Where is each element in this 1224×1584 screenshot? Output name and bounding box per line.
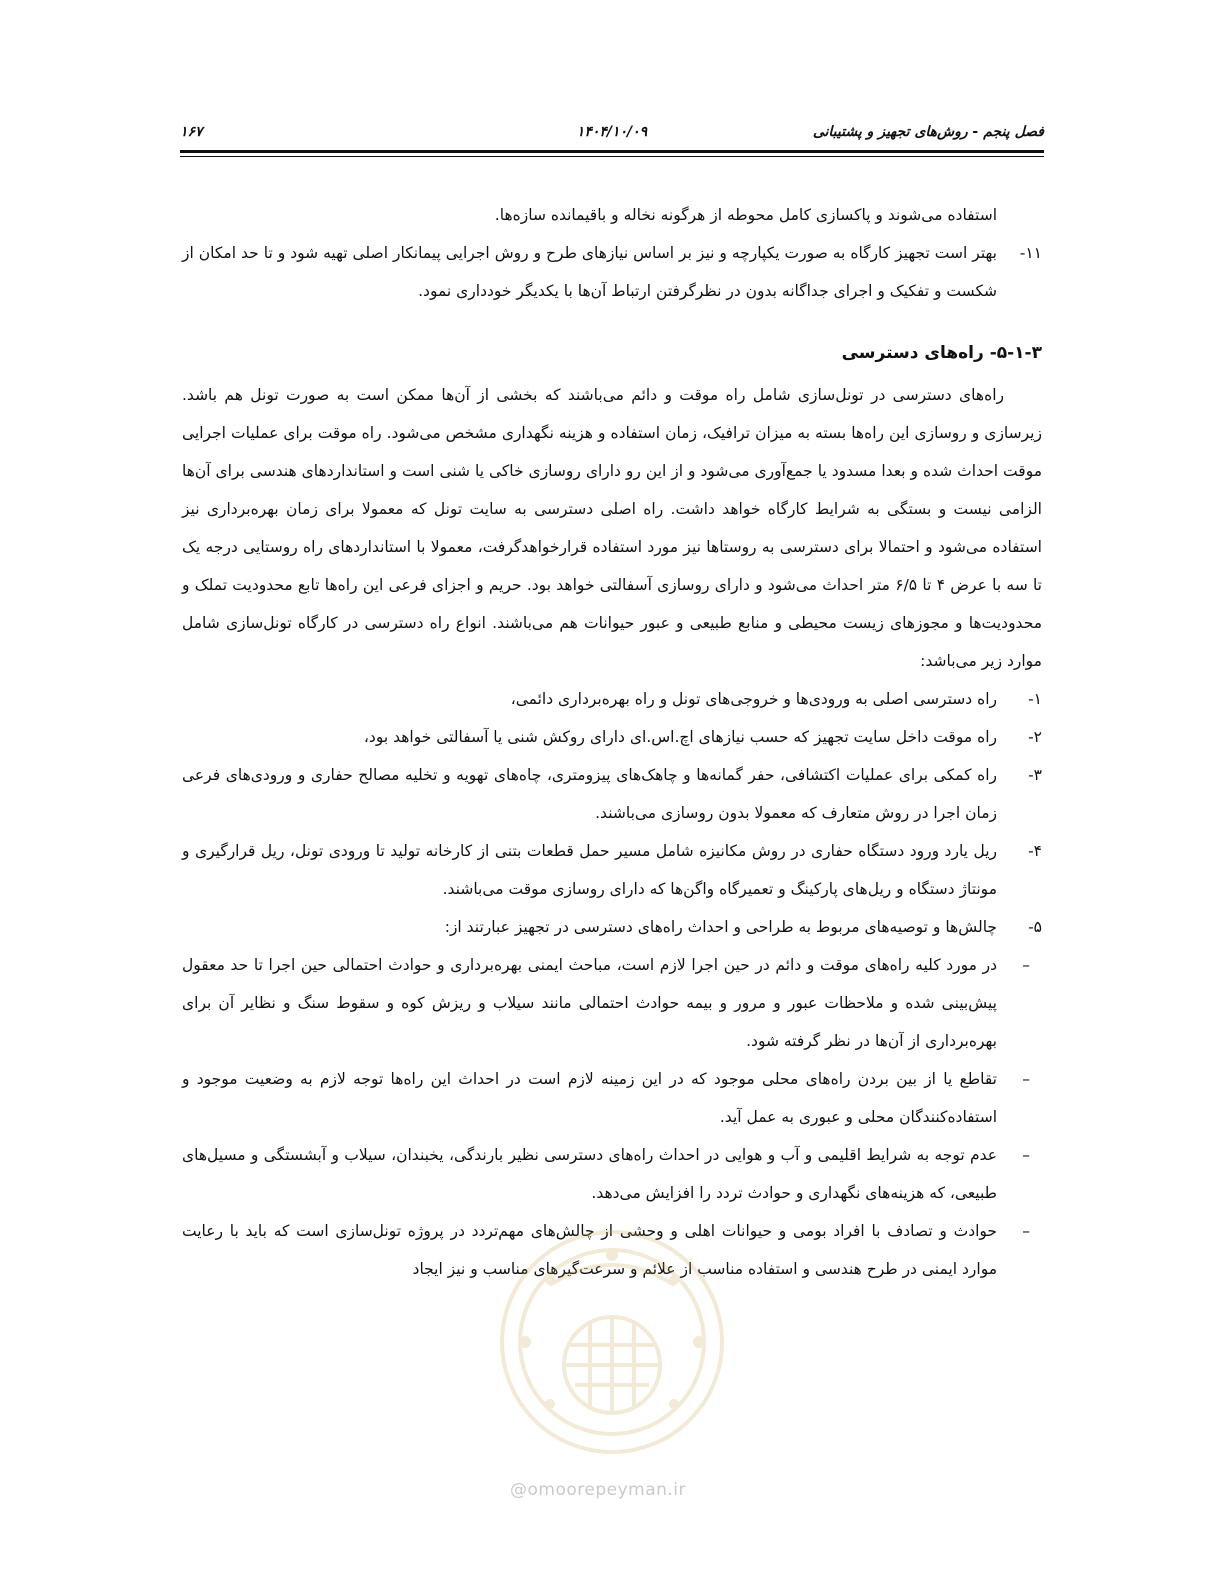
page-number: ۱۶۷ <box>180 124 203 140</box>
watermark-logo <box>495 1225 730 1460</box>
item-text: بهتر است تجهیز کارگاه به صورت یکپارچه و نیز بر اساس نیازهای طرح و روش اجرایی پیمانکار اصلی تهیه شود و تا حد امکان از شکست و تفکیک و اجرای جداگانه بدون در نظرگرفتن ارتباط آن‌ها با یکدیگر خودداری نمود. <box>182 244 997 300</box>
dash-item-text: در مورد کلیه راه‌های موقت و دائم در حین اجرا لازم است، مباحث ایمنی بهره‌برداری و حوادث احتمالی حین اجرا تا حد معقول پیش‌بینی شده و ملاحظات عبور و مرور و بیمه حوادث احتمالی مانند سیلاب و ریزش کوه و سقوط سنگ و نظایر آن برای بهره‌برداری از آن‌ها در نظر گرفته شود. <box>182 956 997 1050</box>
item-number: ۴- <box>1028 842 1042 860</box>
dash-list-item <box>182 1136 1042 1212</box>
page-header <box>180 118 1044 148</box>
dash-list-item <box>182 946 1042 1060</box>
dash-bullet: – <box>1022 1070 1030 1088</box>
list-item <box>182 756 1042 832</box>
header-rule-thick <box>180 150 1044 153</box>
header-rule-thin <box>180 156 1044 157</box>
list-item <box>182 832 1042 908</box>
list-item <box>182 718 1042 756</box>
list-item-11 <box>182 234 1042 310</box>
item-text: راه کمکی برای عملیات اکتشافی، حفر گمانه‌ها و چاهک‌های پیزومتری، چاه‌های تهویه و تخلیه مصالح حفاری و ورودی‌های فرعی زمان اجرا در روش متعارف که معمولا بدون روسازی می‌باشند. <box>182 766 997 822</box>
continued-line: استفاده می‌شوند و پاکسازی کامل محوطه از هرگونه نخاله و باقیمانده سازه‌ها. <box>494 206 997 224</box>
dash-bullet: – <box>1022 1222 1030 1240</box>
dash-bullet: – <box>1022 1146 1030 1164</box>
item-text: راه دسترسی اصلی به ورودی‌ها و خروجی‌های تونل و راه بهره‌برداری دائمی، <box>510 690 997 708</box>
item-number: ۲- <box>1028 728 1042 746</box>
item-text: ریل یارد ورود دستگاه حفاری در روش مکانیزه شامل مسیر حمل قطعات بتنی از کارخانه تولید تا ورودی تونل، ریل قرارگیری و مونتاژ دستگاه و ریل‌های پارکینگ و تعمیرگاه واگن‌ها که دارای روسازی موقت می‌باشند. <box>182 842 997 898</box>
item-number: ۳- <box>1028 766 1042 784</box>
main-paragraph: راه‌های دسترسی در تونل‌سازی شامل راه موقت و دائم می‌باشند که بخشی از آن‌ها ممکن است به صورت تونل هم باشد. زیرسازی و روسازی این راه‌ها بسته به میزان ترافیک، زمان استفاده و هزینه نگهداری مشخص می‌شود. راه موقت برای عملیات اجرایی موقت احداث شده و بعدا مسدود یا جمع‌آوری می‌شود و از این رو دارای روسازی خاکی یا شنی است و استانداردهای هندسی برای آن‌ها الزامی نیست و بستگی به شرایط کارگاه خواهد داشت. راه اصلی دسترسی به سایت تونل که معمولا برای زمان بهره‌برداری نیز استفاده می‌شود و احتمالا برای دسترسی به روستاها نیز مورد استفاده قرارخواهدگرفت، معمولا با استانداردهای راه روستایی درجه یک تا سه با عرض ۴ تا ۶/۵ متر احداث می‌شود و دارای روسازی آسفالتی خواهد بود. حریم و اجزای فرعی این راه‌ها تابع محدودیت تملک و محدودیت‌ها و مجوزهای زیست محیطی و منابع طبیعی و عبور حیوانات هم می‌باشند. انواع راه دسترسی در کارگاه تونل‌سازی شامل موارد زیر می‌باشد: <box>182 386 1042 670</box>
dash-bullet: – <box>1022 956 1030 974</box>
section-heading: ۵-۱-۳- راه‌های دسترسی <box>841 343 1042 363</box>
dash-item-text: تقاطع یا از بین بردن راه‌های محلی موجود که در این زمینه لازم است در احداث این راه‌ها توجه لازم به وضعیت موجود و استفاده‌کنندگان محلی و عبوری به عمل آید. <box>182 1070 997 1126</box>
item-text: راه موقت داخل سایت تجهیز که حسب نیازهای اچ.اس.ای دارای روکش شنی یا آسفالتی خواهد بود، <box>363 728 997 746</box>
chapter-title: فصل پنجم - روش‌های تجهیز و پشتیبانی <box>812 124 1044 140</box>
dash-list-item <box>182 1060 1042 1136</box>
item-number: ۱۱- <box>1019 244 1042 262</box>
item-number: ۱- <box>1028 690 1042 708</box>
watermark-text: @omoorepeyman.ir <box>510 1480 687 1500</box>
header-date: ۱۴۰۴/۱۰/۰۹ <box>576 124 648 140</box>
page-body <box>182 196 1042 1288</box>
item-text: چالش‌ها و توصیه‌های مربوط به طراحی و احداث راه‌های دسترسی در تجهیز عبارتند از: <box>444 918 997 936</box>
item-number: ۵- <box>1028 918 1042 936</box>
dash-item-text: حوادث و تصادف با افراد بومی و حیوانات اهلی و وحشی از چالش‌های مهم‌تردد در پروژه تونل‌سازی است که باید با رعایت موارد ایمنی در طرح هندسی و استفاده مناسب از علائم و سرعت‌گیرهای مناسب و نیز ایجاد <box>182 1222 997 1278</box>
list-item <box>182 680 1042 718</box>
dash-item-text: عدم توجه به شرایط اقلیمی و آب و هوایی در احداث راه‌های دسترسی نظیر بارندگی، یخبندان، سیلاب و آبشستگی و مسیل‌های طبیعی، که هزینه‌های نگهداری و حوادث تردد را افزایش می‌دهد. <box>182 1146 997 1202</box>
list-item <box>182 908 1042 946</box>
